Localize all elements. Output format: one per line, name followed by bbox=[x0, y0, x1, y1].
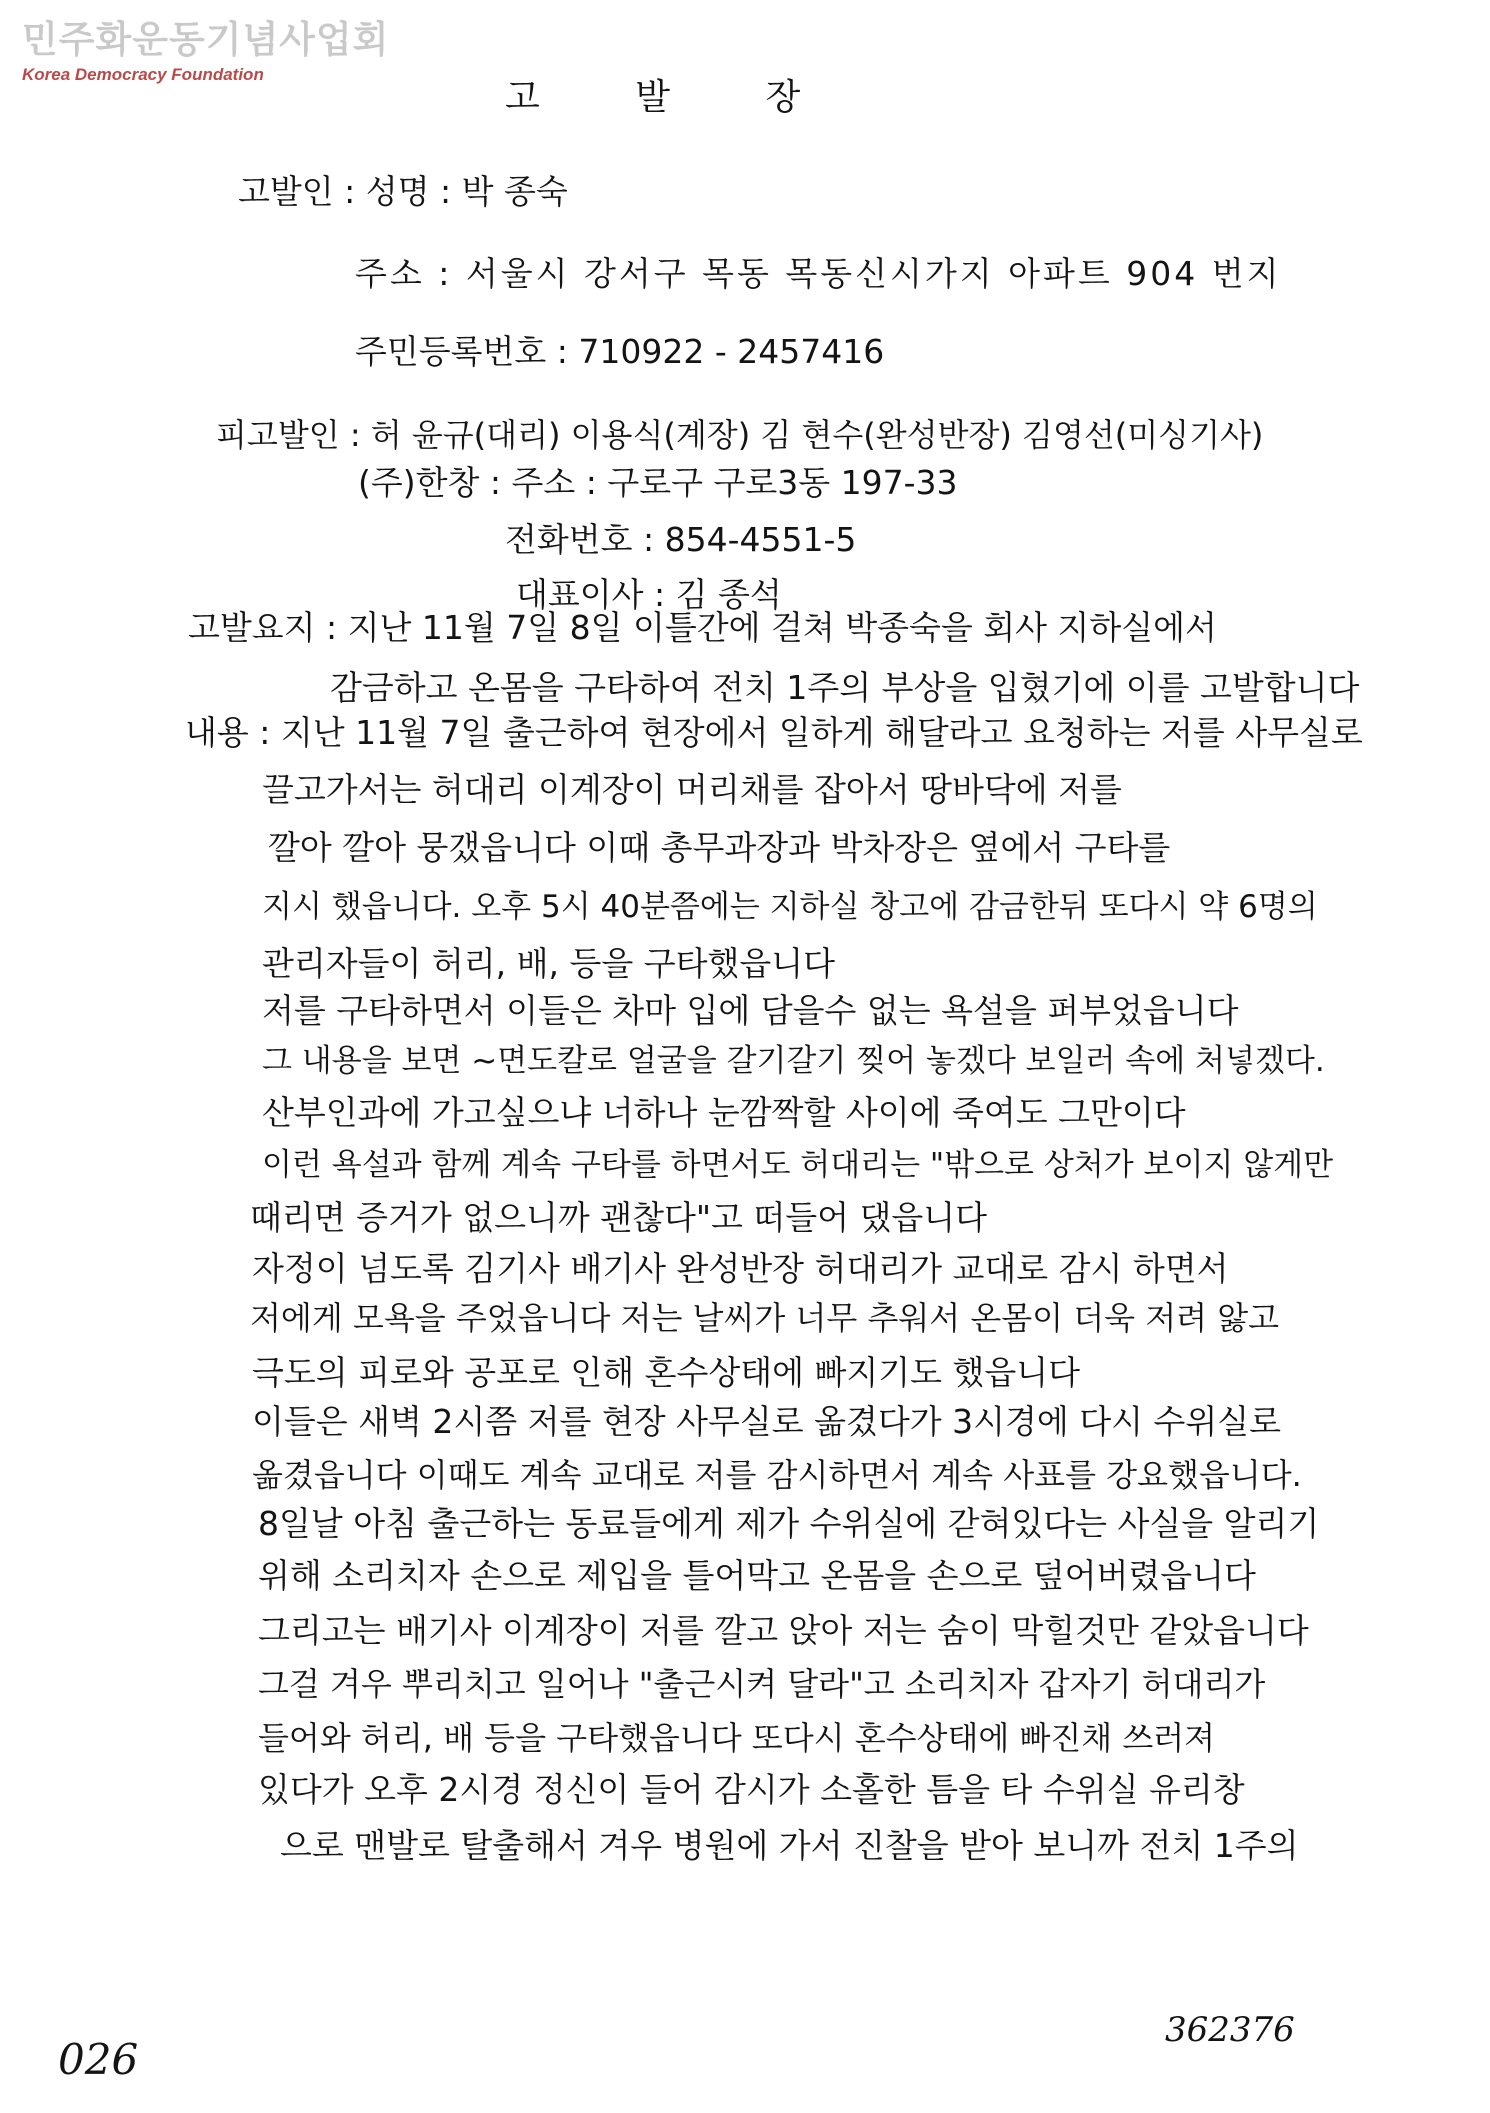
content-line: 그리고는 배기사 이계장이 저를 깔고 앉아 저는 숨이 막힐것만 같았읍니다 bbox=[258, 1611, 1309, 1650]
content-line: 끌고가서는 허대리 이계장이 머리채를 잡아서 땅바닥에 저를 bbox=[262, 770, 1122, 809]
content-line: 으로 맨발로 탈출해서 겨우 병원에 가서 진찰을 받아 보니까 전치 1주의 bbox=[280, 1826, 1299, 1865]
accused-phone: 전화번호 : 854-4551-5 bbox=[505, 520, 857, 559]
content-line: 극도의 피로와 공포로 인해 혼수상태에 빠지기도 했읍니다 bbox=[252, 1353, 1081, 1392]
content-line: 자정이 넘도록 김기사 배기사 완성반장 허대리가 교대로 감시 하면서 bbox=[252, 1249, 1229, 1288]
content-line: 저를 구타하면서 이들은 차마 입에 담을수 없는 욕설을 퍼부었읍니다 bbox=[262, 991, 1239, 1030]
complainant-address: 주소 : 서울시 강서구 목동 목동신시가지 아파트 904 번지 bbox=[355, 254, 1282, 293]
summary-line: 감금하고 온몸을 구타하여 전치 1주의 부상을 입혔기에 이를 고발합니다 bbox=[330, 668, 1360, 707]
content-line: 그 내용을 보면 ~면도칼로 얼굴을 갈기갈기 찢어 놓겠다 보일러 속에 처넣겠다. bbox=[262, 1043, 1325, 1079]
accused-representative: 대표이사 : 김 종석 bbox=[516, 575, 782, 614]
content-line: 8일날 아침 출근하는 동료들에게 제가 수위실에 갇혀있다는 사실을 알리기 bbox=[258, 1504, 1320, 1543]
content-line: 산부인과에 가고싶으냐 너하나 눈깜짝할 사이에 죽여도 그만이다 bbox=[262, 1093, 1186, 1132]
content-line: 관리자들이 허리, 배, 등을 구타했읍니다 bbox=[262, 944, 835, 983]
watermark-logo bbox=[22, 18, 389, 86]
content-line: 들어와 허리, 배 등을 구타했읍니다 또다시 혼수상태에 빠진채 쓰러져 bbox=[258, 1719, 1216, 1757]
page-number: 026 bbox=[58, 2035, 139, 2084]
content-line: 위해 소리치자 손으로 제입을 틀어막고 온몸을 손으로 덮어버렸읍니다 bbox=[258, 1556, 1256, 1595]
content-line: 지시 했읍니다. 오후 5시 40분쯤에는 지하실 창고에 감금한뒤 또다시 약 6명의 bbox=[262, 889, 1318, 925]
accused-persons: 피고발인 : 허 윤규(대리) 이용식(계장) 김 현수(완성반장) 김영선(미싱기사) bbox=[216, 416, 1264, 454]
archive-number: 362376 bbox=[1165, 2010, 1295, 2050]
content-line: 옮겼읍니다 이때도 계속 교대로 저를 감시하면서 계속 사표를 강요했읍니다. bbox=[252, 1456, 1302, 1494]
accused-company: (주)한창 : 주소 : 구로구 구로3동 197-33 bbox=[358, 463, 958, 502]
watermark-korean: 민주화운동기념사업회 bbox=[22, 18, 390, 61]
content-line: 이들은 새벽 2시쯤 저를 현장 사무실로 옮겼다가 3시경에 다시 수위실로 bbox=[252, 1402, 1281, 1441]
content-line: 내용 : 지난 11월 7일 출근하여 현장에서 일하게 해달라고 요청하는 저를 사무실로 bbox=[185, 713, 1363, 752]
summary-line: 고발요지 : 지난 11월 7일 8일 이틀간에 걸쳐 박종숙을 회사 지하실에서 bbox=[188, 608, 1217, 647]
document-title: 고 발 장 bbox=[505, 77, 843, 118]
content-line: 이런 욕설과 함께 계속 구타를 하면서도 허대리는 "밖으로 상처가 보이지 않게만 bbox=[262, 1147, 1334, 1183]
content-line: 저에게 모욕을 주었읍니다 저는 날씨가 너무 추워서 온몸이 더욱 저려 앓고 bbox=[250, 1299, 1280, 1337]
content-line: 깔아 깔아 뭉갰읍니다 이때 총무과장과 박차장은 옆에서 구타를 bbox=[268, 828, 1171, 867]
complainant-name: 고발인 : 성명 : 박 종숙 bbox=[238, 172, 568, 211]
complainant-id: 주민등록번호 : 710922 - 2457416 bbox=[355, 332, 885, 371]
content-line: 그걸 겨우 뿌리치고 일어나 "출근시켜 달라"고 소리치자 갑자기 허대리가 bbox=[258, 1665, 1266, 1703]
content-line: 있다가 오후 2시경 정신이 들어 감시가 소홀한 틈을 타 수위실 유리창 bbox=[258, 1770, 1245, 1809]
content-line: 때리면 증거가 없으니까 괜찮다"고 떠들어 댔읍니다 bbox=[250, 1198, 988, 1237]
watermark-english: Korea Democracy Foundation bbox=[22, 65, 264, 84]
